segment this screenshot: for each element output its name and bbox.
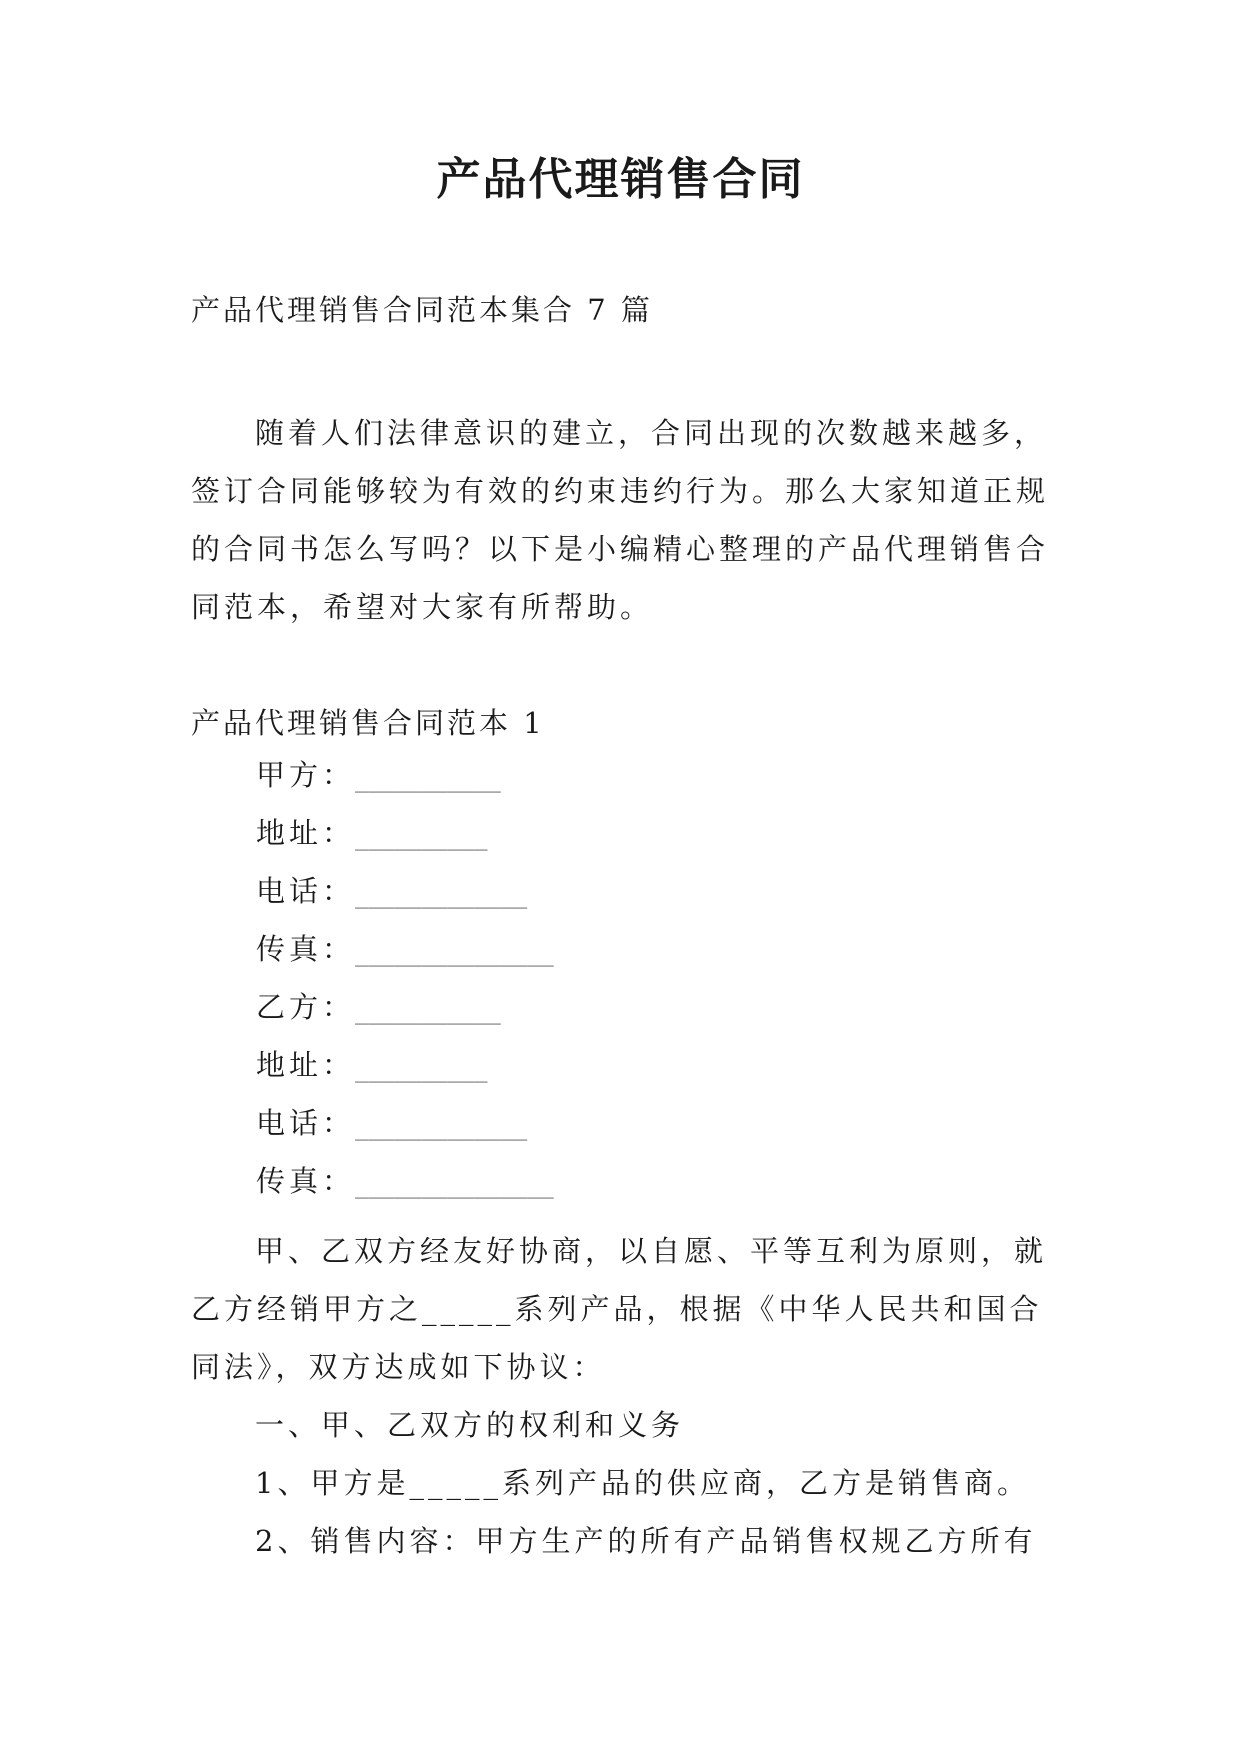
field-blank-line: ___________ (355, 1000, 501, 1025)
party-info-fields (256, 755, 554, 1219)
clause-2: 2、销售内容：甲方生产的所有产品销售权规乙方所有 (255, 1524, 1037, 1558)
clause-1: 1、甲方是_____系列产品的供应商，乙方是销售商。 (255, 1466, 1030, 1500)
party-b-address-field (256, 1045, 554, 1103)
field-label: 电话： (256, 874, 356, 908)
field-label: 甲方： (256, 758, 356, 792)
contract-body (191, 1222, 1061, 1570)
field-label: 地址： (256, 816, 356, 850)
field-blank-line: __________ (355, 1058, 488, 1083)
field-label: 传真： (256, 932, 356, 966)
field-label: 电话： (256, 1106, 356, 1140)
party-a-fax-field (256, 929, 554, 987)
clause-heading-rights-obligations: 一、甲、乙双方的权利和义务 (255, 1408, 685, 1442)
field-blank-line: _______________ (355, 1174, 554, 1199)
party-a-address-field (256, 813, 554, 871)
document-subtitle: 产品代理销售合同范本集合 7 篇 (191, 293, 653, 327)
field-label: 乙方： (256, 990, 356, 1024)
agreement-preamble: 甲、乙双方经友好协商，以自愿、平等互利为原则，就乙方经销甲方之_____系列产品，根据《中华人民共和国合同法》，双方达成如下协议： (191, 1234, 1048, 1384)
field-label: 传真： (256, 1164, 356, 1198)
party-b-phone-field (256, 1103, 554, 1161)
party-a-phone-field (256, 871, 554, 929)
intro-paragraph: 随着人们法律意识的建立，合同出现的次数越来越多，签订合同能够较为有效的约束违约行为。那么大家知道正规的合同书怎么写吗？以下是小编精心整理的产品代理销售合同范本，希望对大家有所帮助。 (191, 416, 1050, 624)
party-b-fax-field (256, 1161, 554, 1219)
field-label: 地址： (256, 1048, 356, 1082)
field-blank-line: ___________ (355, 768, 501, 793)
field-blank-line: _______________ (355, 942, 554, 967)
section-heading: 产品代理销售合同范本 1 (191, 706, 545, 740)
party-b-name-field (256, 987, 554, 1045)
party-a-name-field (256, 755, 554, 813)
field-blank-line: __________ (355, 826, 488, 851)
field-blank-line: _____________ (355, 1116, 528, 1141)
field-blank-line: _____________ (355, 884, 528, 909)
document-title: 产品代理销售合同 (436, 154, 805, 205)
